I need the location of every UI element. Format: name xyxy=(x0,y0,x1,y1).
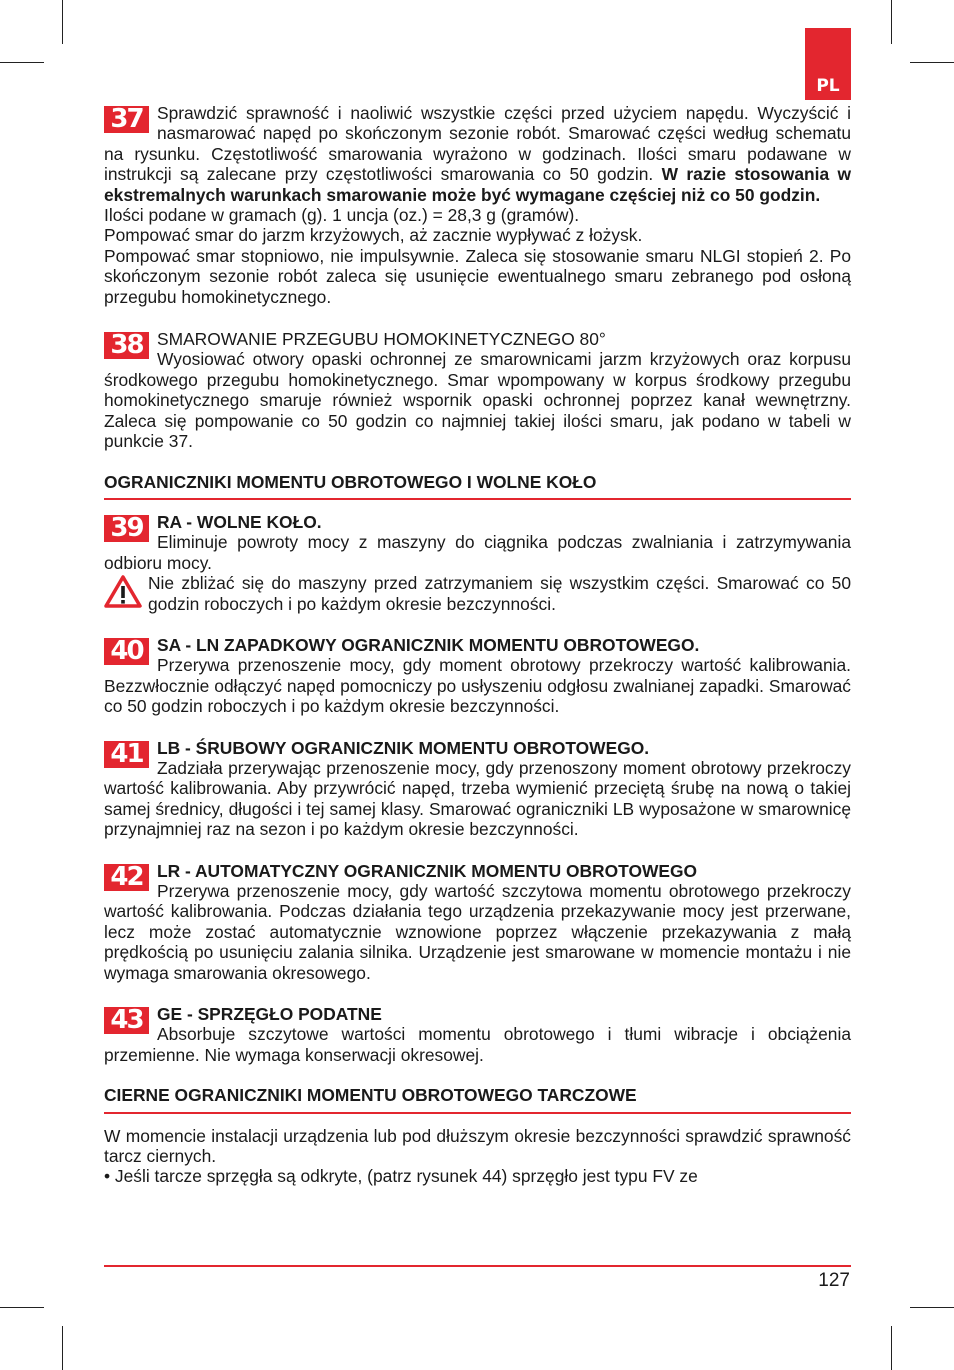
chapter-heading: CIERNE OGRANICZNIKI MOMENTU OBROTOWEGO TARCZOWE xyxy=(104,1085,851,1113)
section-37 xyxy=(104,103,851,307)
paragraph: • Jeśli tarcze sprzęgła są odkryte, (patrz rysunek 44) sprzęgło jest typu FV ze xyxy=(104,1166,698,1187)
section-number-badge: 37 xyxy=(104,106,149,133)
footer-rule xyxy=(104,1265,851,1267)
crop-mark xyxy=(891,1326,892,1370)
crop-mark xyxy=(62,0,63,44)
chapter-heading: OGRANICZNIKI MOMENTU OBROTOWEGO I WOLNE KOŁO xyxy=(104,472,851,500)
section-title: RA - WOLNE KOŁO. xyxy=(157,511,322,532)
section-title: LR - AUTOMATYCZNY OGRANICZNIK MOMENTU OBROTOWEGO xyxy=(157,860,698,881)
crop-mark xyxy=(910,62,954,63)
section-number-badge: 39 xyxy=(104,515,149,542)
warning-block xyxy=(104,573,851,614)
section-text: Zadziała przerywając przenoszenie mocy, gdy przenoszony moment obrotowy przekroczy wartość kalibrowania. Aby przywrócić napęd, trzeba wymienić przeciętą śrubę na nową o takiej samej średnicy, długości i tej samej klasy. Smarować ograniczniki LB wyposażone w smarownicę przynajmniej raz na sezon i po każdym okresie bezczynności. xyxy=(104,757,851,840)
section-39 xyxy=(104,512,851,573)
section-line: Pompować smar do jarzm krzyżowych, aż zacznie wypływać z łożysk. xyxy=(104,225,643,246)
section-title: SA - LN ZAPADKOWY OGRANICZNIK MOMENTU OBROTOWEGO. xyxy=(157,634,700,655)
section-text: Eliminuje powroty mocy z maszyny do ciągnika podczas zwalniania i zatrzymywania odbioru mocy. xyxy=(104,532,851,573)
warning-icon xyxy=(104,575,142,609)
crop-mark xyxy=(910,1307,954,1308)
crop-mark xyxy=(62,1326,63,1370)
crop-mark xyxy=(0,62,44,63)
warning-text: Nie zbliżać się do maszyny przed zatrzymaniem się wszystkim części. Smarować co 50 godzin roboczych i po każdym okresie bezczynności. xyxy=(148,573,851,614)
section-text: Sprawdzić sprawność i naoliwić wszystkie części przed użyciem napędu. Wyczyścić i nasmarować napęd po skończonym sezonie robót. Smarować części według schematu na rysunku. Częstotliwość smarowania wyrażono w godzinach. Ilości smaru podawane w instrukcji są zalecane przy częstotliwości smarowania co 50 godzin. xyxy=(104,103,851,185)
paragraph: W momencie instalacji urządzenia lub pod dłuższym okresie bezczynności sprawdzić sprawność tarcz ciernych. xyxy=(104,1125,851,1167)
section-text: Absorbuje szczytowe wartości momentu obrotowego i tłumi wibracje i obciążenia przemienne. Nie wymaga konserwacji okresowej. xyxy=(104,1024,851,1065)
section-text: Przerywa przenoszenie mocy, gdy wartość szczytowa momentu obrotowego przekroczy wartość kalibrowania. Podczas działania tego urządzenia przekazywanie mocy jest przerwane, lecz może zostać automatycznie wznowione poprzez włączenie przekazywania z małą prędkością po usunięciu zalania silnika. Urządzenie jest smarowane w momencie montażu i nie wymaga smarowania okresowego. xyxy=(104,881,851,983)
section-title: GE - SPRZĘGŁO PODATNE xyxy=(157,1004,382,1025)
section-title: LB - ŚRUBOWY OGRANICZNIK MOMENTU OBROTOWEGO. xyxy=(157,737,650,758)
section-42 xyxy=(104,861,851,983)
section-title: SMAROWANIE PRZEGUBU HOMOKINETYCZNEGO 80° xyxy=(157,329,606,350)
page-content xyxy=(104,103,851,1187)
page-number: 127 xyxy=(818,1270,850,1291)
section-40 xyxy=(104,635,851,717)
section-bold-text: W razie stosowania w ekstremalnych warunkach smarowanie może być wymagane częściej niż co 50 godzin. xyxy=(104,164,852,205)
section-text: Przerywa przenoszenie mocy, gdy moment obrotowy przekroczy wartość kalibrowania. Bezzwłocznie odłączyć napęd pomocniczy po usłyszeniu odgłosu zwalnianej zapadki. Smarować co 50 godzin roboczych i po każdym okresie bezczynności. xyxy=(104,655,851,717)
section-43 xyxy=(104,1004,851,1065)
section-number-badge: 43 xyxy=(104,1007,149,1034)
section-number-badge: 40 xyxy=(104,638,149,665)
section-38 xyxy=(104,329,851,451)
section-number-badge: 38 xyxy=(104,332,149,359)
section-line: Pompować smar stopniowo, nie impulsywnie. Zaleca się stosowanie smaru NLGI stopień 2. Po skończonym sezonie robót zaleca się usunięcie ewentualnego smaru zebranego pod osłoną przegubu homokinetycznego. xyxy=(104,245,851,307)
crop-mark xyxy=(891,0,892,44)
section-41 xyxy=(104,738,851,840)
section-text: Wyosiować otwory opaski ochronnej ze smarownicami jarzm krzyżowych oraz korpusu środkowego przegubu homokinetycznego. Smar wpompowany w korpus środkowy przegubu homokinetycznego smaruje również wspornik opaski ochronnej poprzez kanał wewnętrzny. Zaleca się pompowanie co 50 godzin co najmniej takiej ilości smaru, jak podano w tabeli w punkcie 37. xyxy=(104,349,851,452)
section-number-badge: 42 xyxy=(104,864,149,891)
language-tab: PL xyxy=(805,28,851,100)
crop-mark xyxy=(0,1307,44,1308)
section-line: Ilości podane w gramach (g). 1 uncja (oz.) = 28,3 g (gramów). xyxy=(104,205,580,226)
section-number-badge: 41 xyxy=(104,741,149,768)
